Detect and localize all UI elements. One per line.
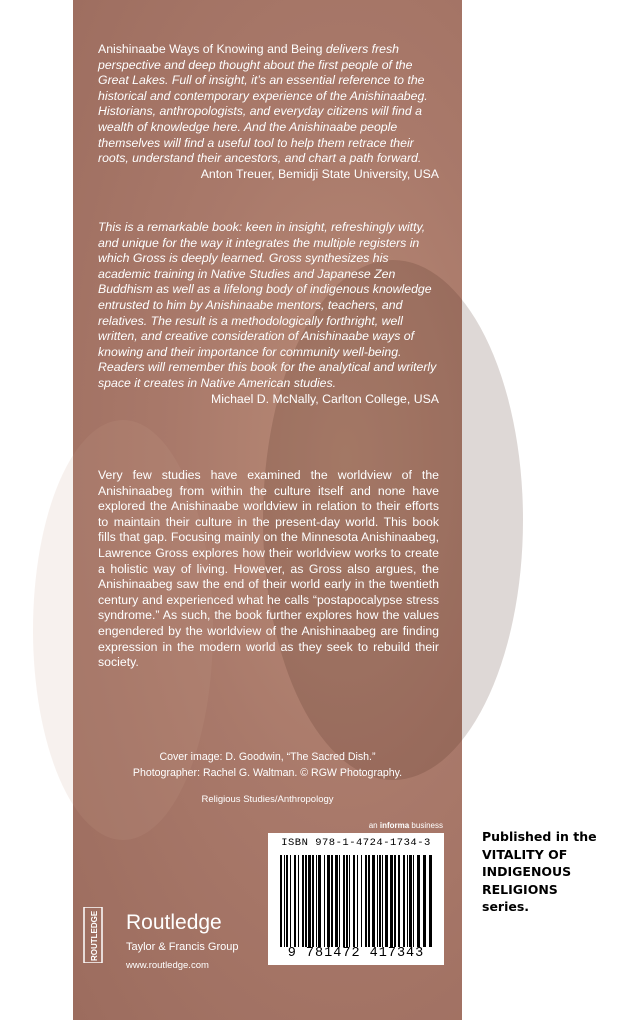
series-line: INDIGENOUS xyxy=(482,864,572,879)
back-cover xyxy=(73,0,462,1020)
routledge-mark-icon xyxy=(82,907,104,963)
routledge-logo xyxy=(82,907,282,987)
praise-quote-1 xyxy=(98,42,439,182)
series-line: series. xyxy=(482,899,530,914)
praise-quote-2 xyxy=(98,220,439,407)
subject-category: Religious Studies/Anthropology xyxy=(201,794,334,805)
praise-text: This is a remarkable book: keen in insight, refreshingly witty, and unique for the way it integrates the multiple registers in which Gross is deeply learned. Gross synthesizes his academic training in Native Studies and Japanese Zen Buddhism as well as a lifelong body of indigenous knowledge entrusted to him by Anishinaabe mentors, teachers, and relatives. The result is a methodologically forthright, well written, and creative consideration of Anishinaabe ways of knowing and their importance for community well-being. Readers will remember this book for the analytical and writerly space it creates in Native American studies. xyxy=(98,220,437,390)
series-line: Published in the xyxy=(482,829,597,844)
routledge-vertical-wordmark: ROUTLEDGE xyxy=(90,910,99,961)
isbn-barcode xyxy=(268,833,444,965)
barcode-bars xyxy=(280,855,436,947)
praise-text: delivers fresh perspective and deep thought about the first people of the Great Lakes. Full of insight, it’s an essential reference to the historical and contemporary experience of the Anishinaabeg. Historians, anthropologists, and everyday citizens will find a wealth of knowledge here. And the Anishinaabe people themselves will find a useful tool to help them retrace their roots, understand their ancestors, and chart a path forward. xyxy=(98,42,428,166)
praise-attribution: Michael D. McNally, Carlton College, USA xyxy=(210,391,439,406)
series-line: VITALITY OF xyxy=(482,846,568,862)
publisher-url: www.routledge.com xyxy=(126,960,209,971)
publisher-name: Routledge xyxy=(126,911,222,934)
praise-attribution: Anton Treuer, Bemidji State University, USA xyxy=(200,166,439,181)
publisher-group: Taylor & Francis Group xyxy=(126,941,239,953)
isbn-label: ISBN 978-1-4724-1734-3 xyxy=(281,837,431,849)
book-title-reference: Anishinaabe Ways of Knowing and Being xyxy=(98,42,323,56)
series-line: RELIGIONS xyxy=(482,881,558,897)
book-description: Very few studies have examined the worldview of the Anishinaabeg from within the culture itself and none have explored the Anishinaabe worldview in relation to their efforts to maintain their culture in the present-day world. This book fills that gap. Focusing mainly on the Minnesota Anishinaabeg, Lawrence Gross explores how their worldview works to create a holistic way of living. However, as Gross also argues, the Anishinaabeg saw the end of their world early in the twentieth century and experienced what he calls “postapocalypse stress syndrome.” As such, the book further explores how the values engendered by the worldview of the Anishinaabeg are finding expression in the modern world as they seek to rebuild their society. xyxy=(98,468,439,670)
series-note xyxy=(482,828,622,916)
cover-credit-line-2: Photographer: Rachel G. Waltman. © RGW Photography. xyxy=(132,767,403,779)
isbn-number: 9 781472 417343 xyxy=(287,946,425,961)
cover-credit-line-1: Cover image: D. Goodwin, “The Sacred Dish.” xyxy=(159,751,376,763)
informa-tagline: an informa business xyxy=(368,821,443,830)
